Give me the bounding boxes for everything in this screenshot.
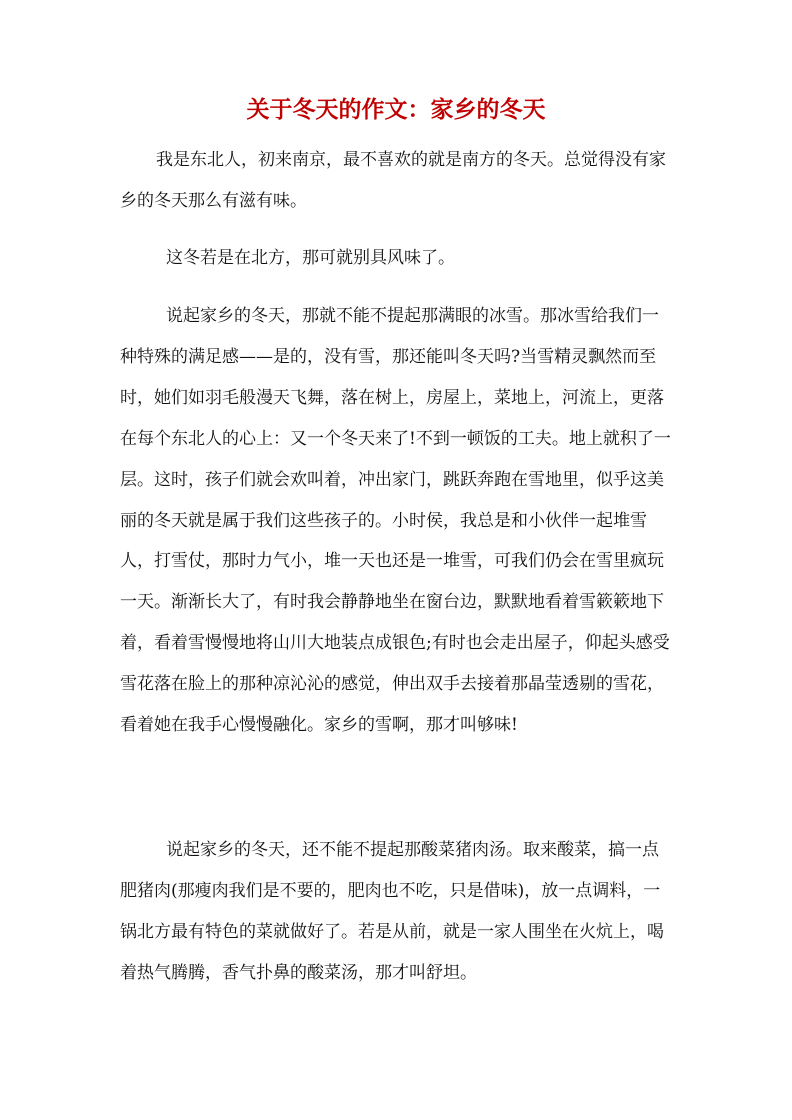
paragraph-intro: 我是东北人，初来南京，最不喜欢的就是南方的冬天。总觉得没有家乡的冬天那么有滋有味。 (120, 150, 666, 211)
paragraph-sauerkraut-soup: 说起家乡的冬天，还不能不提起那酸菜猪肉汤。取来酸菜，搞一点肥猪肉(那瘦肉我们是不要的，肥肉也不吃，只是借味)，放一点调料，一锅北方最有特色的菜就做好了。若是从前，就是一家人围坐在火炕上，喝着热气腾腾，香气扑鼻的酸菜汤，那才叫舒坦。 (120, 840, 664, 983)
essay-title: 关于冬天的作文：家乡的冬天 (246, 96, 546, 123)
paragraph-snow: 说起家乡的冬天，那就不能不提起那满眼的冰雪。那冰雪给我们一种特殊的满足感——是的，没有雪，那还能叫冬天吗?当雪精灵飘然而至时，她们如羽毛般漫天飞舞，落在树上，房屋上，菜地上，河流上，更落在每个东北人的心上：又一个冬天来了!不到一顿饭的工夫。地上就积了一层。这时，孩子们就会欢叫着，冲出家门，跳跃奔跑在雪地里，似乎这美丽的冬天就是属于我们这些孩子的。小时侯，我总是和小伙伴一起堆雪人，打雪仗，那时力气小，堆一天也还是一堆雪，可我们仍会在雪里疯玩一天。渐渐长大了，有时我会静静地坐在窗台边，默默地看着雪簌簌地下着，看着雪慢慢地将山川大地装点成银色;有时也会走出屋子，仰起头感受雪花落在脸上的那种凉沁沁的感觉，伸出双手去接着那晶莹透剔的雪花，看着她在我手心慢慢融化。家乡的雪啊，那才叫够味! (120, 306, 671, 736)
paragraph-north-flavor: 这冬若是在北方，那可就别具风味了。 (166, 248, 455, 268)
